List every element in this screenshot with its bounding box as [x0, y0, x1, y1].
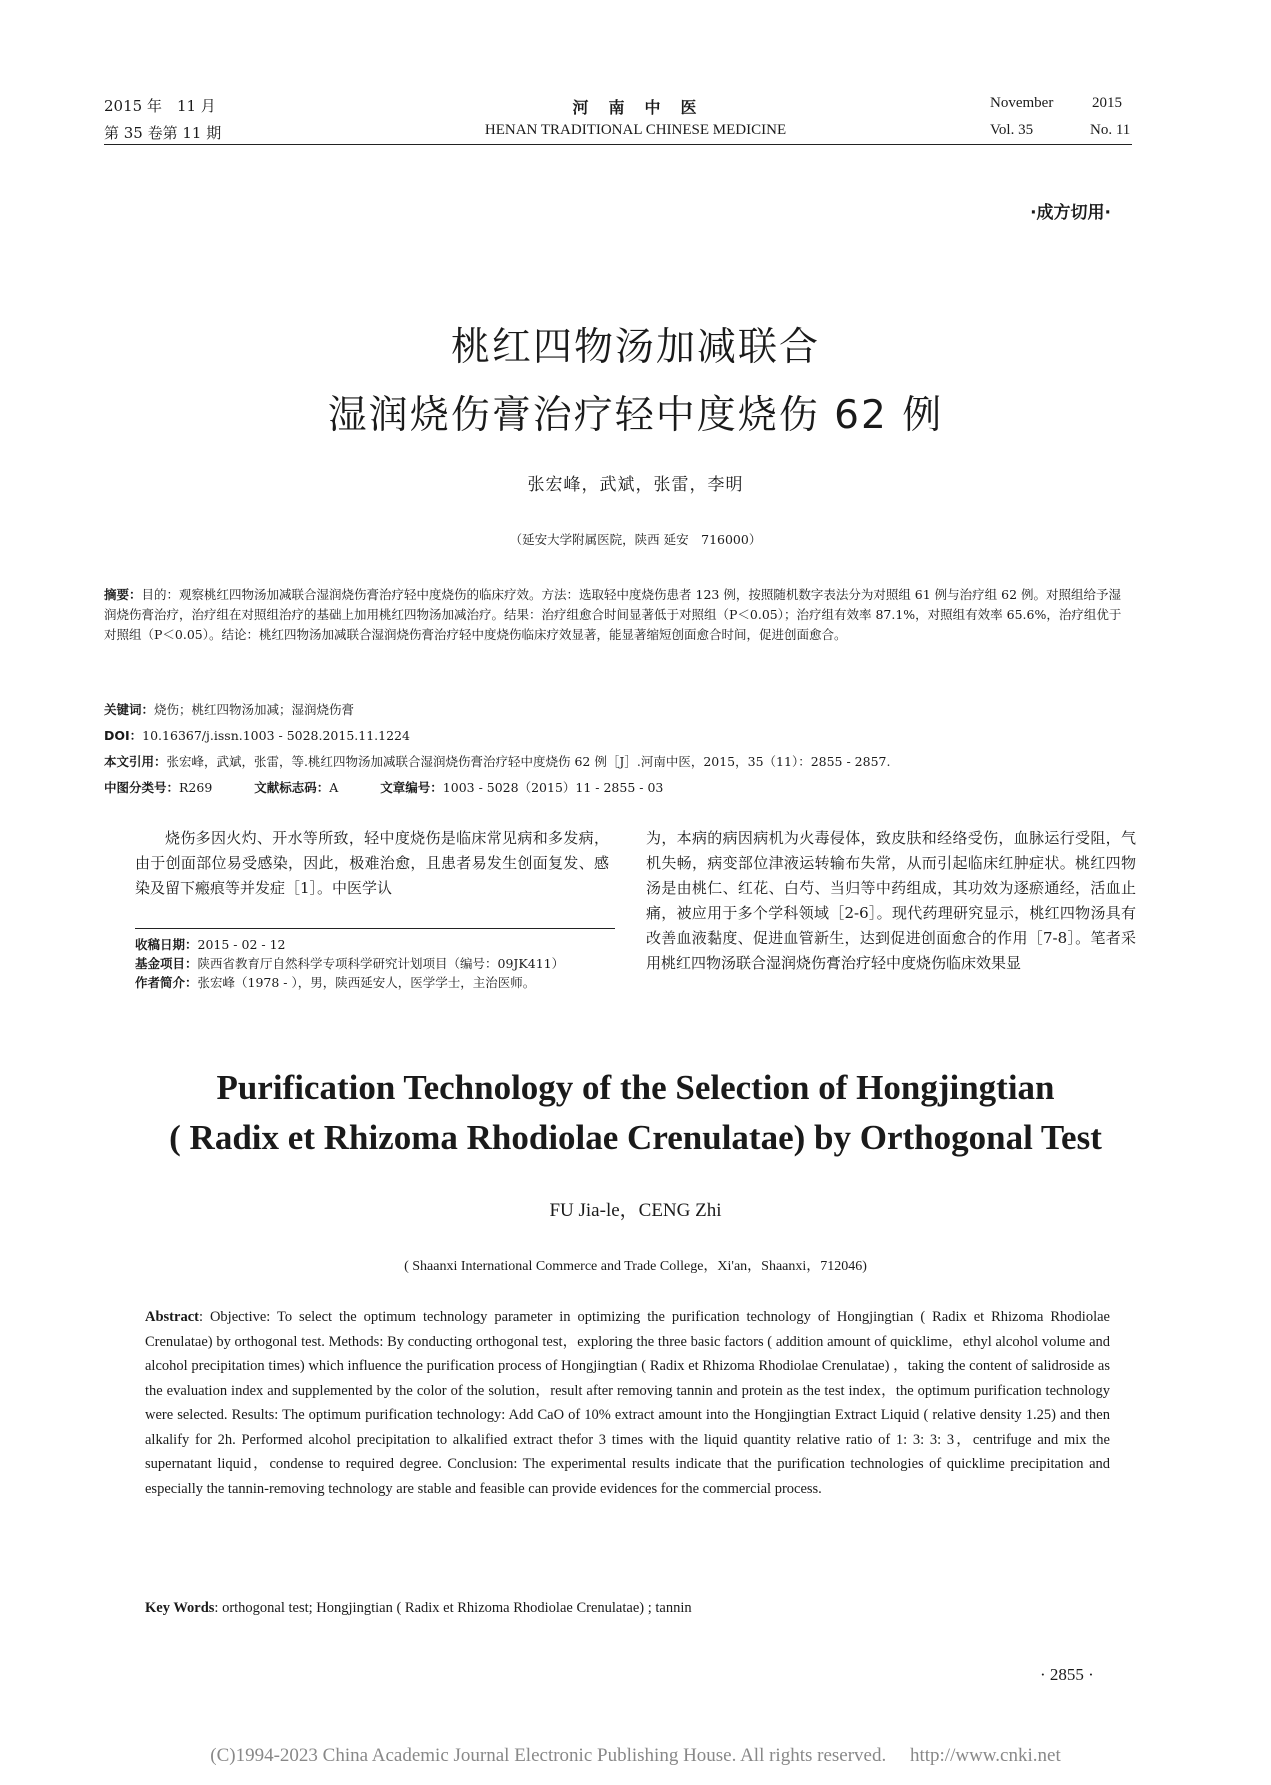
footnotes: [135, 935, 615, 992]
abstract-cn-text: 目的：观察桃红四物汤加减联合湿润烧伤膏治疗轻中度烧伤的临床疗效。方法：选取轻中度烧伤患者 123 例，按照随机数字表法分为对照组 61 例与治疗组 62 例。对照组给予湿润烧伤膏治疗，治疗组在对照组治疗的基础上加用桃红四物汤加减治疗。结果：治疗组愈合时间显著低于对照组（P＜0.05）；治疗组有效率 87.1%，对照组有效率 65.6%，治疗组优于对照组（P＜0.05）。结论：桃红四物汤加减联合湿润烧伤膏治疗轻中度烧伤临床疗效显著，能显著缩短创面愈合时间，促进创面愈合。: [104, 587, 1122, 642]
affiliation-en: ( Shaanxi International Commerce and Trade College，Xi'an，Shaanxi，712046): [404, 1259, 867, 1274]
header-journal-en: HENAN TRADITIONAL CHINESE MEDICINE: [484, 122, 787, 138]
classification: [104, 778, 1132, 798]
article-no-label: 文章编号：: [380, 780, 443, 795]
body-left: 烧伤多因火灼、开水等所致，轻中度烧伤是临床常见病和多发病，由于创面部位易受感染，因此，极难治愈，且患者易发生创面复发、感染及留下瘢痕等并发症［1］。中医学认: [135, 829, 609, 897]
section-tag: ·成方切用·: [1030, 203, 1111, 223]
footnote-rule: [135, 928, 615, 929]
affiliation-cn: （延安大学附属医院，陕西 延安 716000）: [509, 532, 762, 547]
header-journal-cn: 河 南 中 医: [572, 98, 699, 117]
authors-cn: 张宏峰，武斌，张雷，李明: [527, 475, 744, 495]
citation-label: 本文引用：: [104, 754, 167, 769]
keywords-cn: [104, 700, 1132, 720]
citation: [104, 752, 1132, 772]
clc-label: 中图分类号：: [104, 780, 180, 795]
doi-text: 10.16367/j.issn.1003 - 5028.2015.11.1224: [142, 728, 410, 743]
received-label: 收稿日期：: [135, 937, 198, 952]
footnote-received: [135, 935, 615, 954]
doi: [104, 726, 1132, 746]
footnote-author: [135, 973, 615, 992]
abstract-en-label: Abstract: [145, 1309, 199, 1325]
doc-code-label: 文献标志码：: [254, 780, 330, 795]
header-date-cn: 2015 年 11 月: [104, 97, 216, 115]
header-rule: [104, 144, 1132, 145]
footnote-fund: [135, 954, 615, 973]
keywords-cn-label: 关键词：: [104, 702, 155, 717]
keywords-en-label: Key Words: [145, 1600, 215, 1616]
header-year-en: 2015: [1092, 95, 1122, 111]
abstract-cn-label: 摘要：: [104, 587, 142, 602]
title-en-line2: ( Radix et Rhizoma Rhodiolae Crenulatae) by Orthogonal Test: [169, 1118, 1102, 1157]
doc-code-value: A: [329, 780, 339, 795]
title-cn-line2: 湿润烧伤膏治疗轻中度烧伤 62 例: [327, 393, 944, 438]
abstract-en: [145, 1305, 1110, 1501]
header-volume-cn: 第 35 卷第 11 期: [104, 124, 222, 142]
header-no-en: No. 11: [1090, 122, 1131, 138]
page-number: · 2855 ·: [1040, 1665, 1094, 1684]
doi-label: DOI：: [104, 728, 143, 743]
keywords-en: [145, 1596, 1110, 1621]
article-no-value: 1003 - 5028（2015）11 - 2855 - 03: [442, 780, 664, 795]
title-cn-line1: 桃红四物汤加减联合: [450, 325, 820, 370]
keywords-en-text: : orthogonal test; Hongjingtian ( Radix et Rhizoma Rhodiolae Crenulatae) ; tannin: [214, 1600, 692, 1616]
copyright-footer: (C)1994-2023 China Academic Journal Electronic Publishing House. All rights reserved. http://www.cnki.net: [210, 1745, 1061, 1766]
abstract-en-text: : Objective: To select the optimum technology parameter in optimizing the purification technology of Hongjingtian ( Radix et Rhizoma Rhodiolae Crenulatae) by orthogonal test. Methods: By conducting orthogonal test，exploring the three basic factors ( addition amount of quicklime，ethyl alcohol volume and alcohol precipitation times) which influence the purification process of Hongjingtian ( Radix et Rhizoma Rhodiolae Crenulatae) ，taking the content of salidroside as the evaluation index and supplemented by the color of the solution，result after removing tannin and protein as the test index，the optimum purification technology were selected. Results: The optimum purification technology: Add CaO of 10% extract amount into the Hongjingtian Extract Liquid ( relative density 1.25) and then alkalify for 2h. Performed alcohol precipitation to alkalified extract thefor 3 times with the liquid quantity relative ratio of 1: 3: 3: 3，centrifuge and mix the supernatant liquid，condense to required degree. Conclusion: The experimental results indicate that the purification technologies of quicklime precipitation and especially the tannin-removing technology are stable and feasible can provide evidences for the commercial process.: [145, 1309, 1111, 1497]
abstract-cn: [104, 585, 1132, 645]
keywords-cn-text: 烧伤；桃红四物汤加减；湿润烧伤膏: [154, 702, 355, 717]
fund-value: 陕西省教育厅自然科学专项科学研究计划项目（编号：09JK411）: [197, 956, 565, 971]
citation-text: 张宏峰，武斌，张雷，等.桃红四物汤加减联合湿润烧伤膏治疗轻中度烧伤 62 例［J］.河南中医，2015，35（11）：2855 - 2857.: [166, 754, 891, 769]
author-bio-label: 作者简介：: [135, 975, 198, 990]
title-en-line1: Purification Technology of the Selection of Hongjingtian: [216, 1068, 1055, 1107]
fund-label: 基金项目：: [135, 956, 198, 971]
author-bio-value: 张宏峰（1978 - ），男，陕西延安人，医学学士，主治医师。: [197, 975, 536, 990]
clc-value: R269: [179, 780, 213, 795]
authors-en: FU Jia-le，CENG Zhi: [549, 1200, 722, 1221]
header-vol-en: Vol. 35: [990, 122, 1034, 138]
body-right: 为，本病的病因病机为火毒侵体，致皮肤和经络受伤，血脉运行受阻，气机失畅，病变部位津液运转输布失常，从而引起临床红肿症状。桃红四物汤是由桃仁、红花、白芍、当归等中药组成，其功效为逐瘀通经，活血止痛，被应用于多个学科领域［2-6］。现代药理研究显示，桃红四物汤具有改善血液黏度、促进血管新生，达到促进创面愈合的作用［7-8］。笔者采用桃红四物汤联合湿润烧伤膏治疗轻中度烧伤临床效果显: [646, 829, 1136, 972]
received-value: 2015 - 02 - 12: [197, 937, 286, 952]
header-month-en: November: [990, 95, 1054, 111]
